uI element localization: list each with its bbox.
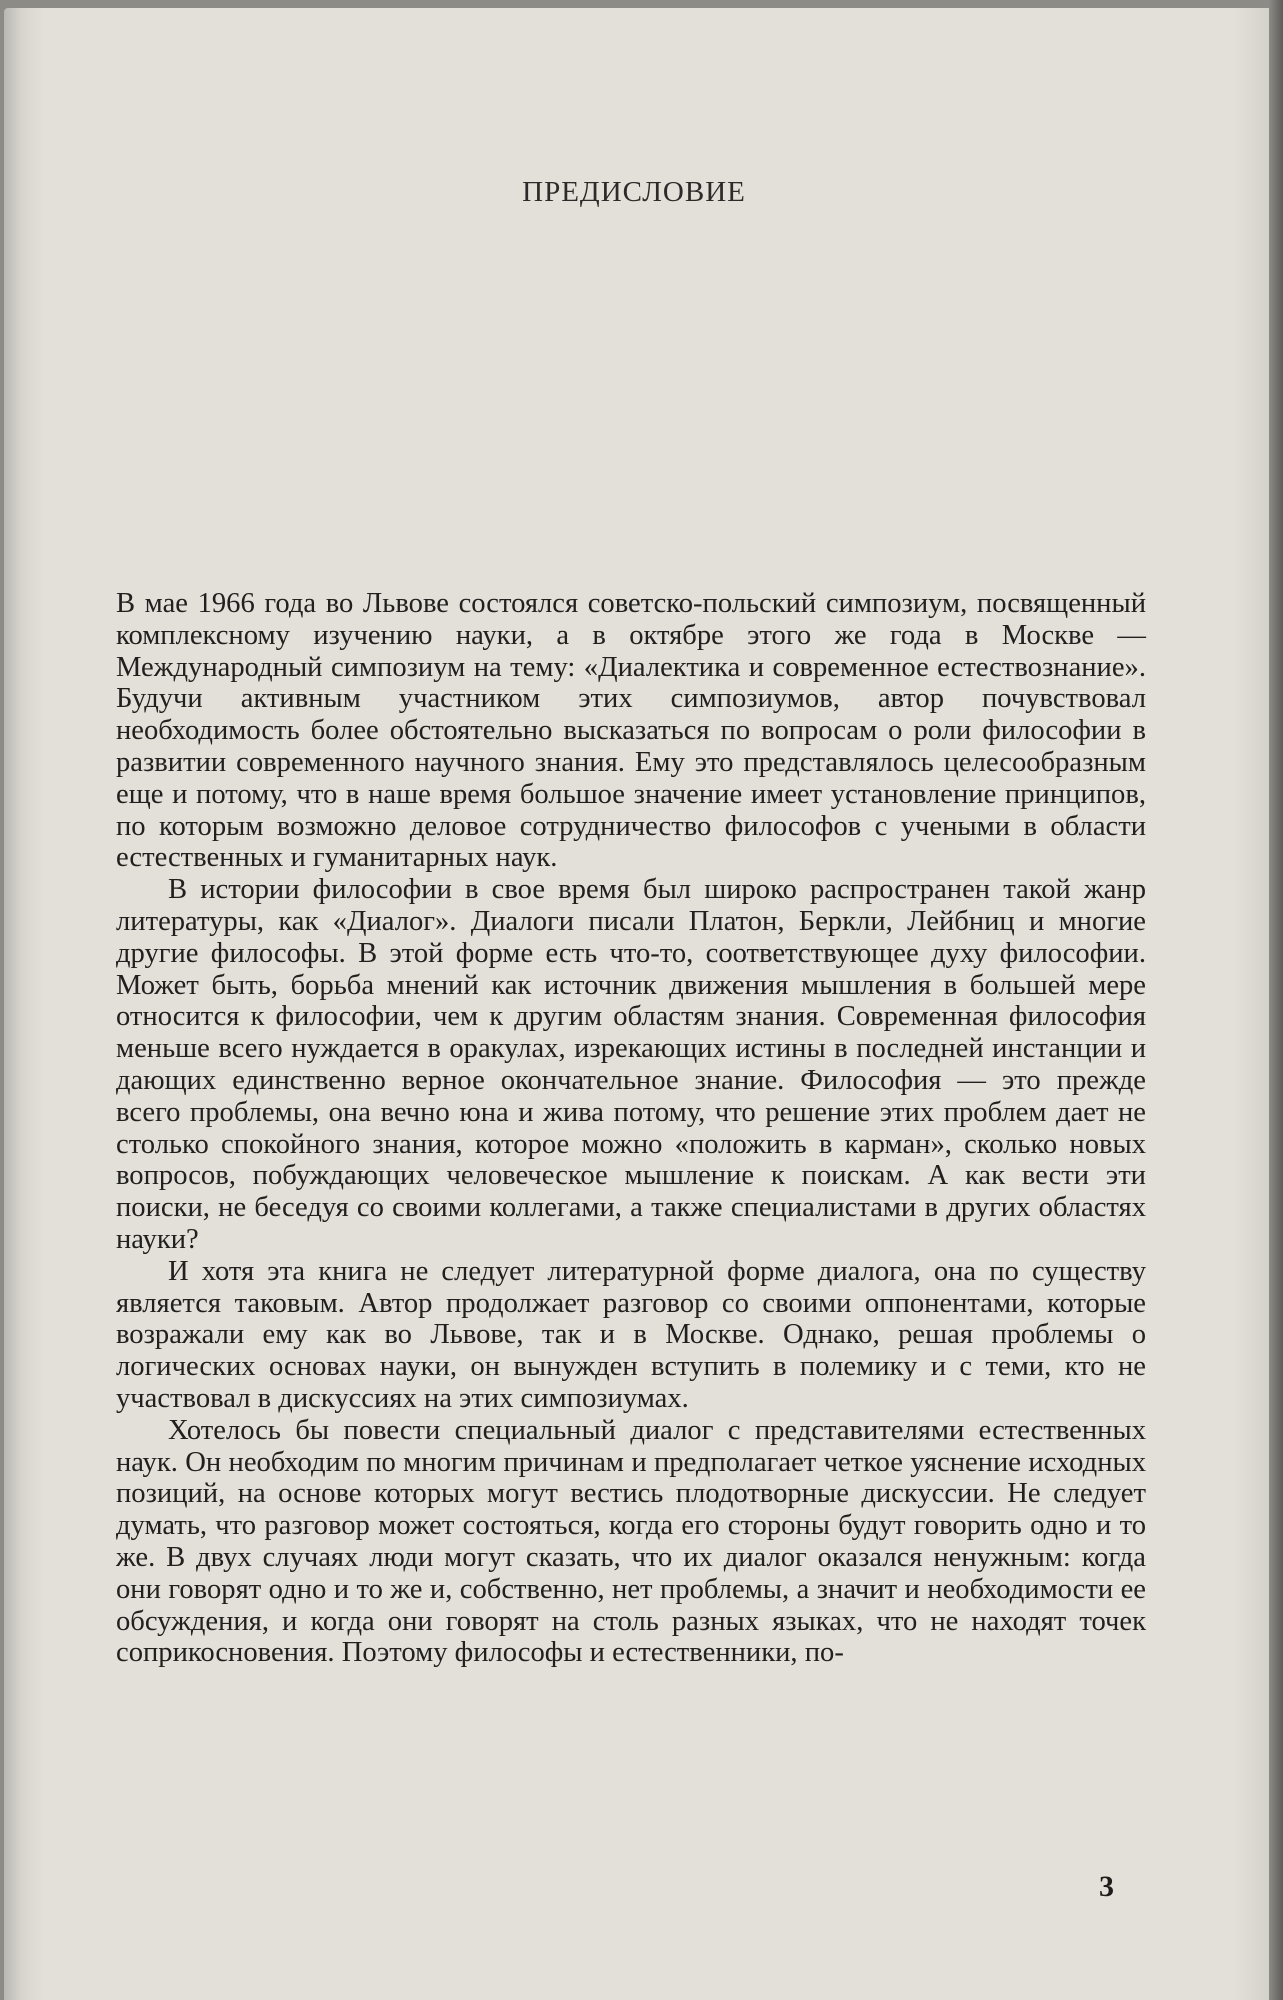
body-text (116, 588, 1146, 1669)
page-title: ПРЕДИСЛОВИЕ (522, 176, 746, 208)
page-edge-shadow (1269, 0, 1283, 2000)
page-number: 3 (1099, 1870, 1114, 1903)
paragraph-3: И хотя эта книга не следует литературной форме диалога, она по существу является таковым. Автор продолжает разговор со своими оппонентами, которые возражали ему как во Львове, так и в Москве. Однако, решая проблемы о логических основах науки, он вынужден вступить в полемику и с теми, кто не участвовал в дискуссиях на этих симпозиумах. (116, 1255, 1146, 1414)
book-page (4, 8, 1276, 2000)
paragraph-2: В истории философии в свое время был широко распространен такой жанр литературы, как «Диалог». Диалоги писали Платон, Беркли, Лейбниц и многие другие философы. В этой форме есть что-то, соответствующее духу философии. Может быть, борьба мнений как источник движения мышления в большей мере относится к философии, чем к другим областям знания. Современная философия меньше всего нуждается в оракулах, изрекающих истины в последней инстанции и дающих единственно верное окончательное знание. Философия — это прежде всего проблемы, она вечно юна и жива потому, что решение этих проблем дает не столько спокойного знания, которое можно «положить в карман», сколько новых вопросов, побуждающих человеческое мышление к поискам. А как вести эти поиски, не беседуя со своими коллегами, а также специалистами в других областях науки? (116, 874, 1146, 1255)
paragraph-4: Хотелось бы повести специальный диалог с представителями естественных наук. Он необходим по многим причинам и предполагает четкое уяснение исходных позиций, на основе которых могут вестись плодотворные дискуссии. Не следует думать, что разговор может состояться, когда его стороны будут говорить одно и то же. В двух случаях люди могут сказать, что их диалог оказался ненужным: когда они говорят одно и то же и, собственно, нет проблемы, а значит и необходимости ее обсуждения, и когда они говорят на столь разных языках, что не находят точек соприкосновения. Поэтому философы и естественники, по- (116, 1414, 1146, 1669)
paragraph-1: В мае 1966 года во Львове состоялся советско-польский симпозиум, посвященный комплексному изучению науки, а в октябре этого же года в Москве — Международный симпозиум на тему: «Диалектика и современное естествознание». Будучи активным участником этих симпозиумов, автор почувствовал необходимость более обстоятельно высказаться по вопросам о роли философии в развитии современного научного знания. Ему это представлялось целесообразным еще и потому, что в наше время большое значение имеет установление принципов, по которым возможно деловое сотрудничество философов с учеными в области естественных и гуманитарных наук. (116, 588, 1146, 874)
